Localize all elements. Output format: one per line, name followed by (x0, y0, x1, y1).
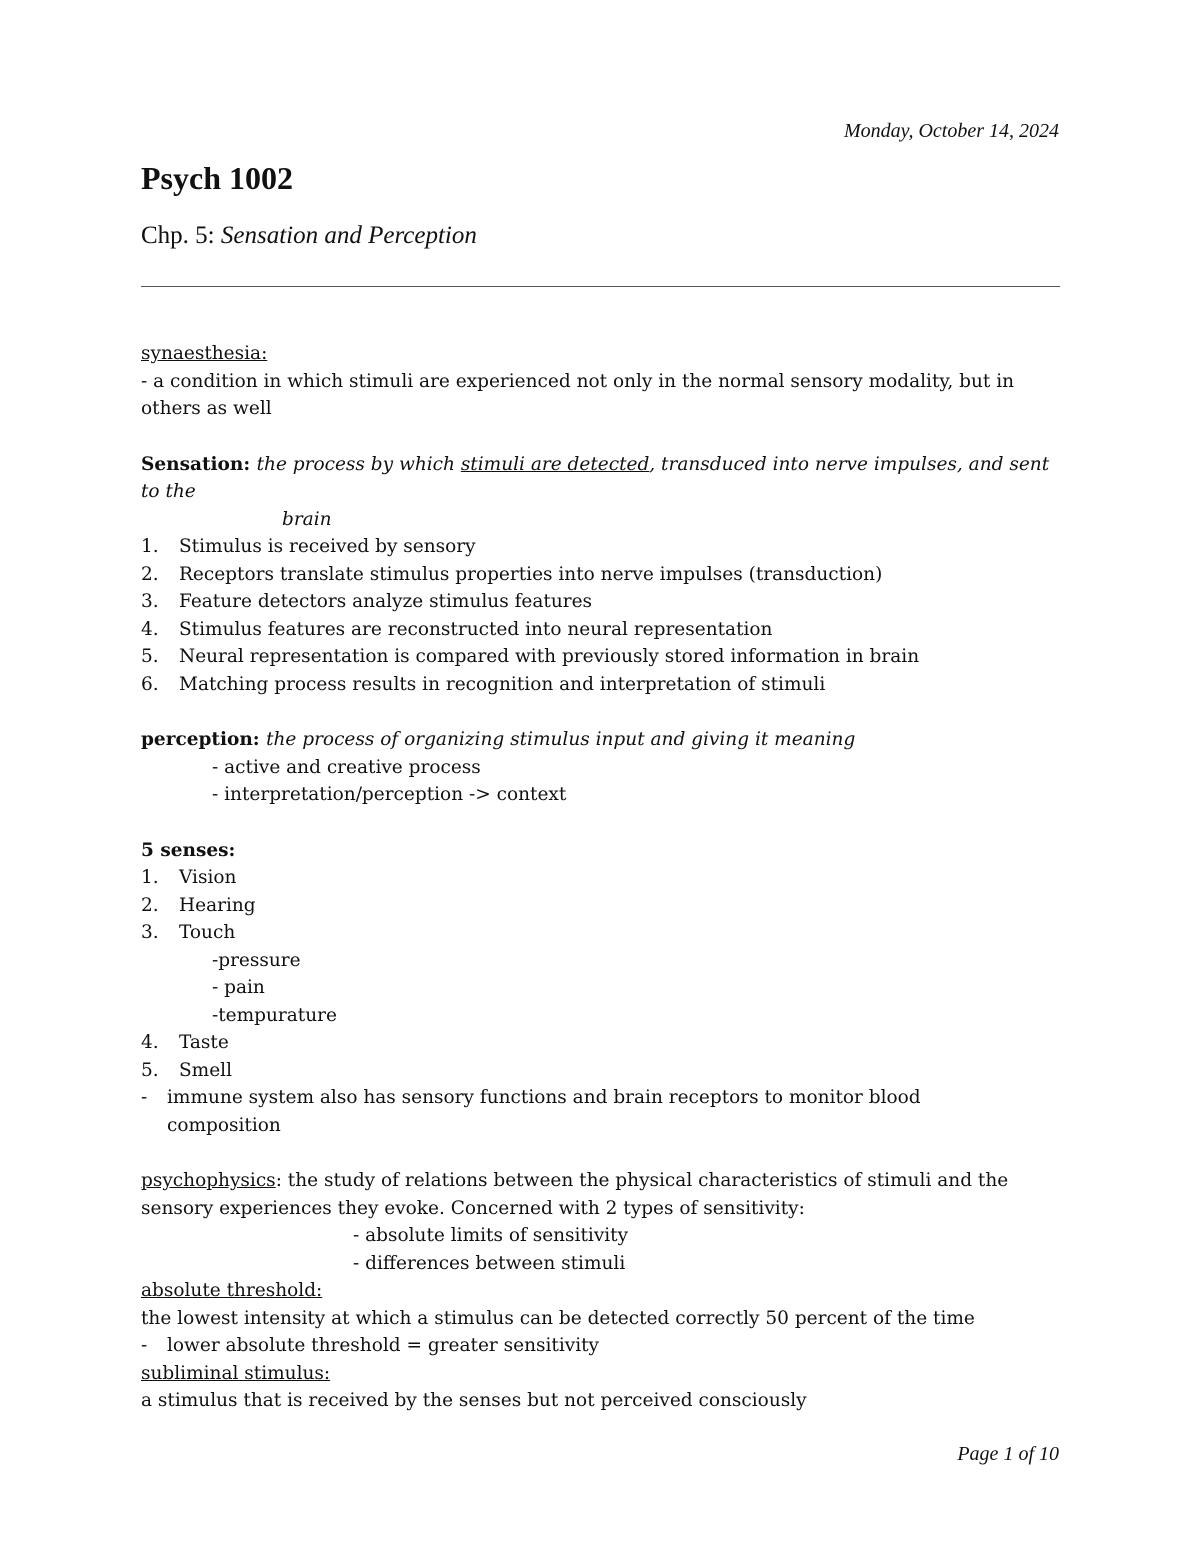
list-item: 3. Feature detectors analyze stimulus features (141, 588, 1061, 616)
course-title: Psych 1002 (141, 160, 293, 196)
touch-subitem: - pain (212, 977, 265, 998)
sensation-def-underlined: stimuli are detected (460, 453, 650, 475)
sense-text: Taste (179, 1032, 229, 1053)
list-item: 4. Taste (141, 1029, 1061, 1057)
senses-title: 5 senses: (141, 839, 236, 861)
sensitivity-type: - absolute limits of sensitivity (353, 1225, 629, 1246)
subliminal-term: subliminal stimulus: (141, 1362, 331, 1384)
subliminal-definition: a stimulus that is received by the senses but not perceived consciously (141, 1390, 807, 1411)
sensation-def-part-a: the process by which (256, 453, 461, 475)
list-item: 5. Smell (141, 1057, 1061, 1085)
chapter-name: Sensation and Perception (220, 222, 477, 249)
sense-text: Hearing (179, 894, 256, 916)
sensitivity-type: - differences between stimuli (353, 1252, 626, 1274)
synaesthesia-term: synaesthesia: (141, 343, 268, 364)
perception-def: the process of organizing stimulus input and giving it meaning (266, 729, 856, 750)
list-item: 4. Stimulus features are reconstructed into neural representation (141, 616, 1061, 644)
list-item: 2. Receptors translate stimulus properties into nerve impulses (transduction) (141, 561, 1061, 589)
immune-note-line2: composition (167, 1114, 281, 1136)
list-item: 1. Vision (141, 864, 1061, 892)
list-item: 6. Matching process results in recognition and interpretation of stimuli (141, 671, 1061, 699)
absolute-threshold-definition: the lowest intensity at which a stimulus can be detected correctly 50 percent of the time (141, 1307, 975, 1329)
sense-text: Touch (179, 922, 236, 943)
step-text: Matching process results in recognition and interpretation of stimuli (179, 673, 826, 695)
touch-subitem: -tempurature (212, 1004, 337, 1026)
list-item: 1. Stimulus is received by sensory (141, 533, 1061, 561)
senses-list-continued (141, 1029, 1061, 1084)
step-text: Stimulus is received by sensory (179, 536, 476, 557)
immune-note: - immune system also has sensory functions and brain receptors to monitor blood composition (141, 1084, 1061, 1139)
sensation-definition (141, 451, 1061, 506)
immune-note-line1: immune system also has sensory functions and brain receptors to monitor blood (167, 1087, 921, 1108)
sensation-def-part-c: brain (282, 508, 332, 530)
psychophysics-def: : the study of relations between the physical characteristics of stimuli and the sensory experiences they evoke. Concerned with 2 types of sensitivity: (141, 1170, 1009, 1219)
perception-note: - active and creative process (212, 756, 481, 778)
step-text: Feature detectors analyze stimulus features (179, 591, 593, 612)
sensation-term: Sensation: (141, 453, 257, 475)
list-item: 2. Hearing (141, 892, 1061, 920)
senses-list (141, 864, 1061, 947)
sensation-def-part-b: , transduced into nerve impulses, and sent to the (141, 453, 1050, 502)
psychophysics-term: psychophysics (141, 1170, 276, 1191)
sense-text: Vision (179, 867, 237, 888)
date-header: Monday, October 14, 2024 (844, 120, 1059, 142)
step-text: Receptors translate stimulus properties into nerve impulses (transduction) (179, 563, 883, 585)
perception-term: perception: (141, 729, 267, 750)
notes-body (141, 340, 1061, 1415)
list-item: 5. Neural representation is compared with previously stored information in brain (141, 643, 1061, 671)
page-number: Page 1 of 10 (957, 1443, 1059, 1465)
absolute-threshold-note: - lower absolute threshold = greater sensitivity (141, 1332, 1061, 1360)
perception-definition (141, 726, 1061, 754)
perception-note: - interpretation/perception -> context (212, 784, 567, 805)
immune-note-text (167, 1084, 921, 1139)
sense-text: Smell (179, 1059, 232, 1081)
step-text: Neural representation is compared with previously stored information in brain (179, 646, 920, 667)
synaesthesia-definition: - a condition in which stimuli are experienced not only in the normal sensory modality, but in others as well (141, 370, 1015, 419)
absolute-threshold-term: absolute threshold: (141, 1280, 323, 1301)
absolute-threshold-note-text: lower absolute threshold = greater sensitivity (167, 1335, 600, 1356)
psychophysics-definition (141, 1167, 1061, 1222)
sensation-steps-list (141, 533, 1061, 698)
chapter-prefix: Chp. 5: (141, 222, 221, 249)
chapter-title (141, 222, 477, 250)
step-text: Stimulus features are reconstructed into neural representation (179, 618, 773, 640)
list-item: 3. Touch (141, 919, 1061, 947)
touch-subitem: -pressure (212, 949, 301, 971)
header-divider (141, 286, 1060, 287)
